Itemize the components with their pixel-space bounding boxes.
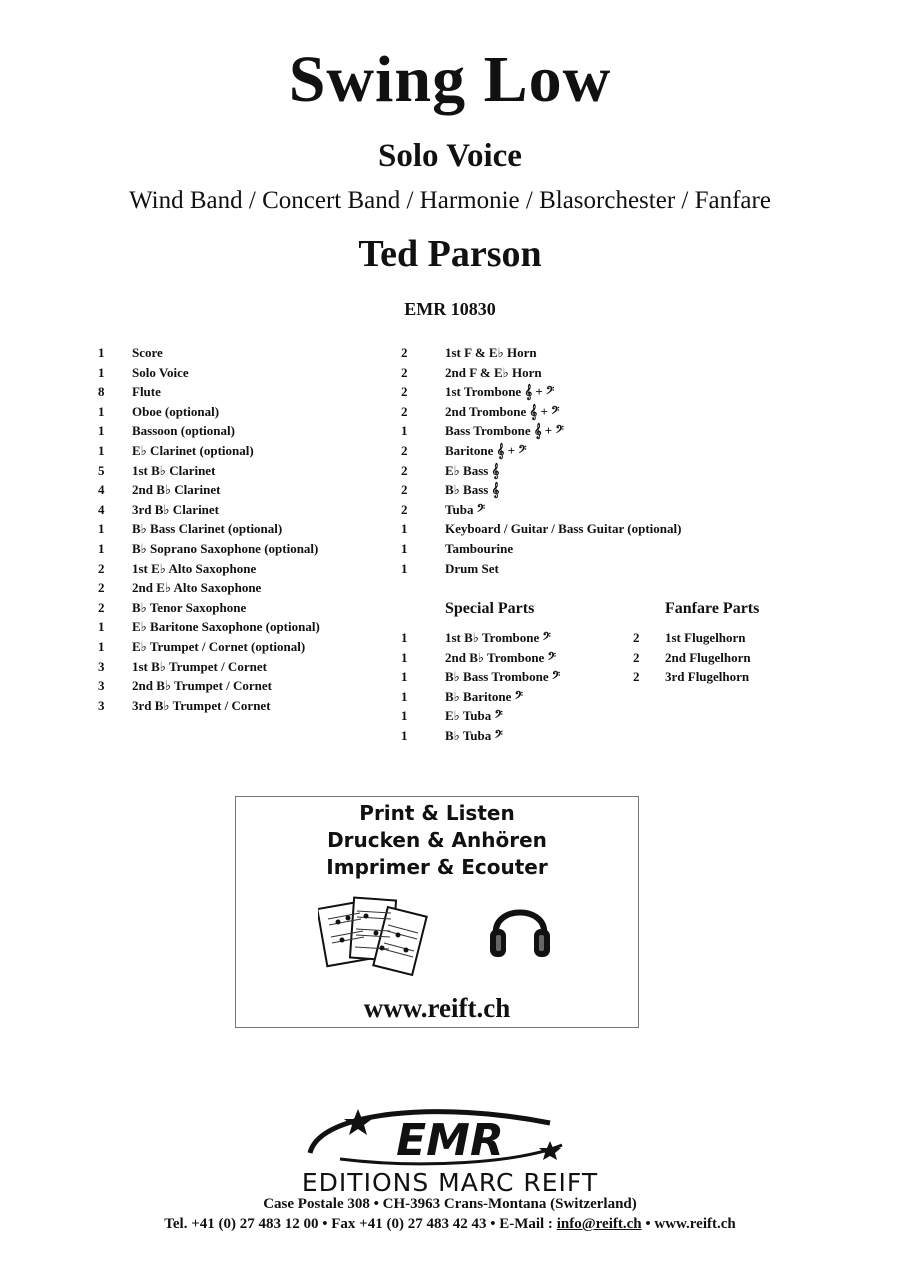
part-name: E♭ Trumpet / Cornet (optional) — [132, 638, 306, 654]
part-name: Bassoon (optional) — [132, 423, 235, 439]
part-name: 1st B♭ Trombone 𝄢 — [445, 630, 551, 645]
part-quantity: 1 — [401, 521, 408, 537]
part-quantity: 3 — [98, 678, 105, 694]
part-name: Score — [132, 345, 163, 360]
part-quantity: 1 — [401, 423, 408, 439]
publisher-address: Case Postale 308 • CH-3963 Crans-Montana (Switzerland) — [263, 1196, 637, 1212]
special-parts-heading: Special Parts — [445, 600, 535, 617]
part-name: Baritone 𝄞 + 𝄢 — [445, 442, 527, 458]
part-quantity: 1 — [401, 630, 408, 645]
part-name: 1st B♭ Trumpet / Cornet — [132, 658, 267, 674]
part-name: Bass Trombone 𝄞 + 𝄢 — [445, 423, 564, 439]
part-quantity: 1 — [401, 669, 408, 685]
part-name: 3rd B♭ Clarinet — [132, 501, 220, 517]
part-quantity: 1 — [98, 364, 105, 380]
part-name: 1st E♭ Alto Saxophone — [132, 560, 257, 576]
promo-line-german: Drucken & Anhören — [327, 828, 547, 852]
part-quantity: 1 — [98, 345, 105, 360]
part-quantity: 1 — [401, 708, 408, 724]
part-quantity: 2 — [633, 630, 640, 645]
part-quantity: 1 — [98, 540, 105, 556]
part-name: 2nd E♭ Alto Saxophone — [132, 580, 262, 596]
part-quantity: 2 — [98, 580, 105, 596]
part-name: B♭ Tenor Saxophone — [132, 599, 247, 615]
part-quantity: 3 — [98, 697, 105, 713]
part-quantity: 2 — [401, 403, 408, 419]
part-name: 1st Trombone 𝄞 + 𝄢 — [445, 384, 555, 400]
part-quantity: 4 — [98, 501, 105, 517]
promo-line-english: Print & Listen — [359, 801, 515, 825]
part-name: 3rd B♭ Trumpet / Cornet — [132, 697, 271, 713]
part-name: 1st F & E♭ Horn — [445, 345, 537, 360]
sheet-music-icon — [318, 893, 428, 989]
part-quantity: 1 — [401, 649, 408, 665]
part-quantity: 2 — [401, 462, 408, 478]
part-name: Flute — [132, 384, 161, 400]
part-name: 2nd F & E♭ Horn — [445, 364, 542, 380]
part-quantity: 1 — [98, 638, 105, 654]
part-quantity: 2 — [98, 599, 105, 615]
print-listen-box — [235, 796, 639, 1028]
part-name: B♭ Tuba 𝄢 — [445, 727, 503, 743]
part-quantity: 2 — [401, 442, 408, 458]
part-name: E♭ Clarinet (optional) — [132, 442, 254, 458]
composer: Ted Parson — [358, 233, 542, 275]
part-name: 2nd B♭ Trombone 𝄢 — [445, 649, 556, 665]
part-quantity: 5 — [98, 462, 105, 478]
contact-website[interactable]: • www.reift.ch — [641, 1216, 736, 1232]
part-quantity: 1 — [401, 560, 408, 576]
part-quantity: 2 — [401, 384, 408, 400]
emr-logo — [300, 1105, 600, 1167]
publisher-name: EDITIONS MARC REIFT — [301, 1168, 599, 1197]
contact-email-link[interactable]: info@reift.ch — [556, 1216, 642, 1232]
promo-url[interactable]: www.reift.ch — [363, 993, 511, 1023]
part-name: 1st B♭ Clarinet — [132, 462, 216, 478]
part-name: B♭ Soprano Saxophone (optional) — [132, 540, 319, 556]
part-quantity: 1 — [98, 403, 105, 419]
part-name: 2nd Flugelhorn — [665, 649, 751, 665]
part-quantity: 8 — [98, 384, 105, 400]
part-quantity: 4 — [98, 482, 105, 498]
part-name: B♭ Baritone 𝄢 — [445, 688, 524, 704]
part-quantity: 2 — [401, 501, 408, 517]
part-name: 3rd Flugelhorn — [665, 669, 750, 685]
part-quantity: 1 — [98, 423, 105, 439]
part-name: B♭ Bass Trombone 𝄢 — [445, 669, 561, 685]
part-quantity: 1 — [98, 442, 105, 458]
title: Swing Low — [288, 43, 612, 116]
part-quantity: 1 — [401, 727, 408, 743]
part-name: 2nd B♭ Trumpet / Cornet — [132, 678, 272, 694]
emr-logo-text: EMR — [396, 1115, 504, 1166]
part-quantity: 1 — [98, 521, 105, 537]
headphones-icon — [488, 893, 552, 965]
catalog-number: EMR 10830 — [404, 299, 496, 319]
part-quantity: 2 — [633, 649, 640, 665]
part-name: Drum Set — [445, 560, 499, 576]
part-name: 2nd Trombone 𝄞 + 𝄢 — [445, 403, 560, 419]
part-name: E♭ Tuba 𝄢 — [445, 708, 503, 724]
part-name: Solo Voice — [132, 364, 189, 380]
part-name: E♭ Bass 𝄞 — [445, 462, 500, 478]
part-quantity: 1 — [401, 540, 408, 556]
part-quantity: 2 — [401, 345, 408, 360]
promo-line-french: Imprimer & Ecouter — [326, 855, 548, 879]
ensemble: Wind Band / Concert Band / Harmonie / Blasorchester / Fanfare — [129, 187, 771, 214]
part-quantity: 2 — [401, 482, 408, 498]
part-name: Tambourine — [445, 540, 514, 556]
part-quantity: 2 — [401, 364, 408, 380]
subtitle: Solo Voice — [378, 138, 522, 174]
publisher-contact — [0, 1216, 900, 1233]
part-name: Oboe (optional) — [132, 403, 220, 419]
part-quantity: 1 — [98, 619, 105, 635]
part-name: 2nd B♭ Clarinet — [132, 482, 221, 498]
part-quantity: 2 — [633, 669, 640, 685]
part-name: B♭ Bass 𝄞 — [445, 482, 500, 498]
fanfare-parts-heading: Fanfare Parts — [665, 600, 760, 617]
part-name: 1st Flugelhorn — [665, 630, 746, 645]
part-name: Keyboard / Guitar / Bass Guitar (optional) — [445, 521, 682, 537]
contact-phone-fax: Tel. +41 (0) 27 483 12 00 • Fax +41 (0) 27 483 42 43 • E-Mail : — [164, 1216, 557, 1232]
part-quantity: 1 — [401, 688, 408, 704]
part-name: Tuba 𝄢 — [445, 501, 486, 517]
part-quantity: 2 — [98, 560, 105, 576]
part-quantity: 3 — [98, 658, 105, 674]
part-name: B♭ Bass Clarinet (optional) — [132, 521, 283, 537]
part-name: E♭ Baritone Saxophone (optional) — [132, 619, 320, 635]
